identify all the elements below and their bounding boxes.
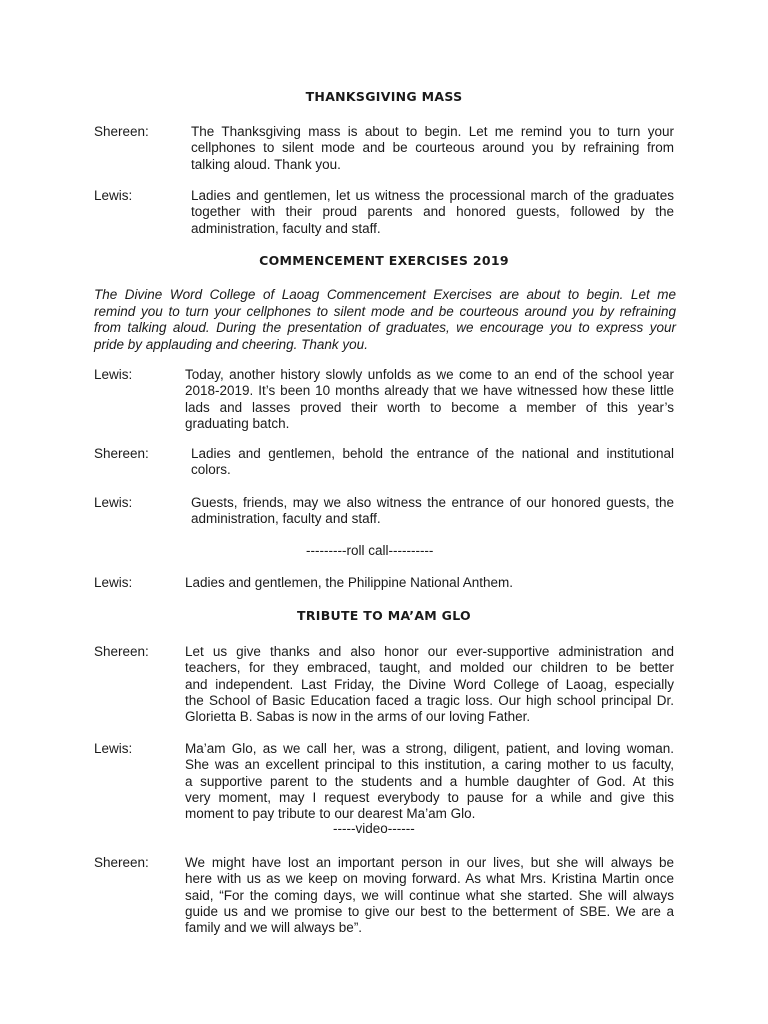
dialogue-line: The Thanksgiving mass is about to begin. Let me remind you to turn your	[191, 124, 674, 139]
dialogue-text	[185, 741, 674, 822]
commencement-intro-paragraph	[94, 287, 676, 353]
dialogue-line: 2018-2019. It’s been 10 months already that we have witnessed how these little	[185, 383, 674, 399]
dialogue-line: here with us as we keep on moving forward. As what Mrs. Kristina Martin once	[185, 871, 674, 887]
dialogue-text	[191, 188, 674, 237]
intro-line: remind you to turn your cellphones to silent mode and be courteous around you by refraining	[94, 303, 676, 319]
speaker-label: Lewis:	[94, 367, 133, 382]
intro-line: pride by applauding and cheering. Thank you.	[94, 336, 368, 352]
dialogue-line: family and we will always be”.	[185, 920, 363, 936]
dialogue-line: cellphones to silent mode and be courteous around you by refraining from	[191, 140, 674, 156]
speaker-label: Shereen:	[94, 855, 149, 870]
speaker-label: Shereen:	[94, 124, 149, 139]
dialogue-line: talking aloud. Thank you.	[191, 156, 341, 172]
dialogue-line: lads and lasses proved their worth to become a member of this year’s	[185, 399, 674, 415]
dialogue-text	[191, 124, 674, 173]
dialogue-line: a supportive parent to the students and a humble daughter of God. At this	[185, 773, 674, 789]
dialogue-line: and independent. Last Friday, the Divine Word College of Laoag, especially	[185, 676, 674, 692]
dialogue-line: We might have lost an important person in our lives, but she will always be	[185, 855, 674, 870]
dialogue-text	[185, 644, 674, 725]
dialogue-line: Ladies and gentlemen, the Philippine National Anthem.	[185, 575, 513, 590]
dialogue-line: graduating batch.	[185, 415, 290, 431]
dialogue-line: teachers, for they embraced, taught, and molded our children to be better	[185, 660, 674, 676]
dialogue-line: moment to pay tribute to our dearest Ma’am Glo.	[185, 806, 476, 822]
dialogue-line: She was an excellent principal to this institution, a caring mother to us faculty,	[185, 757, 674, 773]
intro-line: The Divine Word College of Laoag Commencement Exercises are about to begin. Let me	[94, 287, 676, 302]
dialogue-line: administration, faculty and staff.	[191, 511, 381, 527]
dialogue-line: Glorietta B. Sabas is now in the arms of our loving Father.	[185, 709, 531, 725]
speaker-label: Lewis:	[94, 188, 133, 203]
speaker-label: Lewis:	[94, 575, 133, 590]
dialogue-line: Ma’am Glo, as we call her, was a strong, diligent, patient, and loving woman.	[185, 741, 674, 756]
heading-thanksgiving-mass: THANKSGIVING MASS	[305, 89, 463, 104]
speaker-label: Lewis:	[94, 741, 133, 756]
intro-line: from talking aloud. During the presentation of graduates, we encourage you to express your	[94, 320, 676, 335]
dialogue-text	[191, 495, 674, 528]
dialogue-line: Today, another history slowly unfolds as we come to an end of the school year	[185, 367, 674, 382]
heading-tribute: TRIBUTE TO MA’AM GLO	[297, 608, 471, 623]
video-note: -----video------	[333, 821, 415, 836]
speaker-label: Lewis:	[94, 495, 133, 510]
dialogue-text	[191, 446, 674, 479]
dialogue-line: guide us and we promise to give our best to the betterment of SBE. We are a	[185, 903, 674, 919]
dialogue-line: very moment, may I request everybody to pause for a while and give this	[185, 789, 674, 805]
dialogue-line: colors.	[191, 462, 231, 478]
dialogue-line: said, “For the coming days, we will continue what she started. She will always	[185, 887, 674, 903]
dialogue-line: Ladies and gentlemen, behold the entrance of the national and institutional	[191, 446, 674, 461]
speaker-label: Shereen:	[94, 446, 149, 461]
dialogue-line: Let us give thanks and also honor our ever-supportive administration and	[185, 644, 674, 659]
dialogue-line: Guests, friends, may we also witness the entrance of our honored guests, the	[191, 495, 674, 510]
speaker-label: Shereen:	[94, 644, 149, 659]
dialogue-line: administration, faculty and staff.	[191, 220, 381, 236]
dialogue-line: the School of Basic Education faced a tragic loss. Our high school principal Dr.	[185, 692, 674, 708]
dialogue-text	[185, 575, 674, 591]
dialogue-line: together with their proud parents and honored guests, followed by the	[191, 204, 674, 220]
roll-call-note: ---------roll call----------	[306, 543, 434, 558]
dialogue-line: Ladies and gentlemen, let us witness the processional march of the graduates	[191, 188, 674, 203]
dialogue-text	[185, 367, 674, 432]
dialogue-text	[185, 855, 674, 936]
heading-commencement-exercises: COMMENCEMENT EXERCISES 2019	[259, 253, 509, 268]
